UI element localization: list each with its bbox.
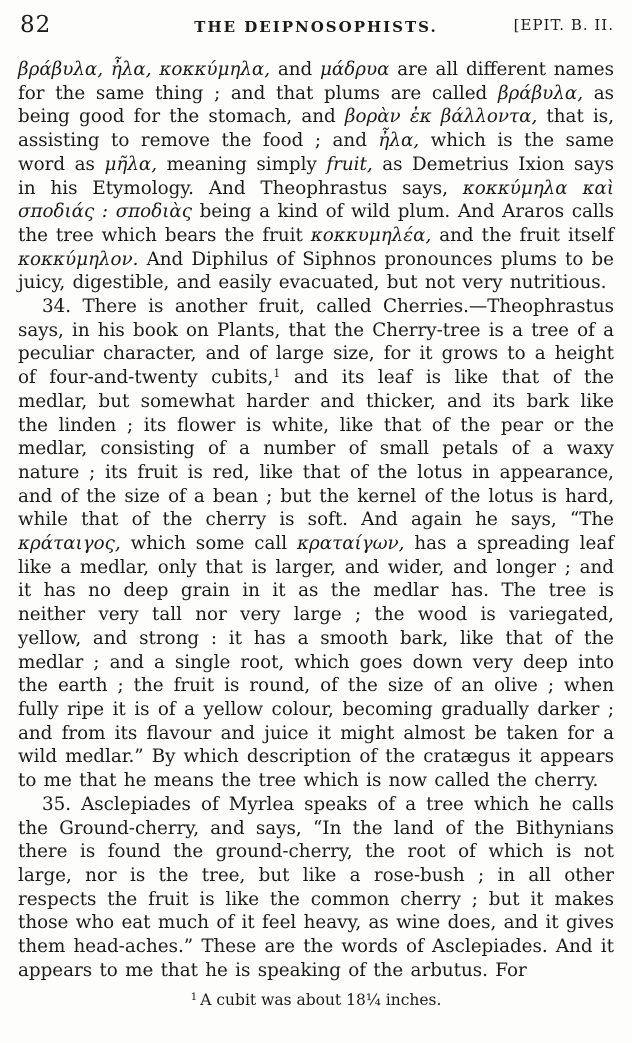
paragraph [18,793,614,983]
paragraph [18,295,614,793]
body-text: which some call [120,533,298,555]
body-text: 34. There is another fruit, called Cherries.—Theophrastus says, in his book on Plants, that the Cherry-tree is a tree of a peculiar character, and of large size, for it grows to a height of four-and-twenty cubits, [18,296,614,389]
body-text: are all different names for the same thing ; and that plums are called [18,59,614,104]
emphasized-text: κράταιγος, [18,533,121,555]
header-section-label: [EPIT. B. II. [513,16,614,34]
emphasized-text: κοκκύμηλα καὶ σποδιάς : σποδιὰς [18,177,614,223]
body-text: and its leaf is like that of the medlar, but somewhat harder and thicker, and its bark like the linden ; its flower is white, like that of the pear or the medlar, consisting of a number of small petals of a waxy nature ; its fruit is red, like that of the lotus in appearance, and of the size of a bean ; but the kernel of the lotus is hard, while that of the cherry is soft. And again he says, “The [18,367,614,531]
footnote-text: A cubit was about 18¼ inches. [200,991,442,1010]
body-text: as being good for the stomach, and [18,82,614,128]
emphasized-text: κοκκυμηλέα, [310,224,432,246]
running-title: THE DEIPNOSOPHISTS. [194,18,438,36]
body-text: which is the same word as [18,130,614,175]
body-text: has a spreading leaf like a medlar, only that is larger, and wider, and longer ; and it has no deep grain in it as the medlar has. The tree is neither very tall nor very large ; the wood is variegated, yellow, and strong : it has a smooth bark, like that of the medlar ; and a single root, which goes down very deep into the earth ; the fruit is round, of the size of an olive ; when fully ripe it is of a yellow colour, becoming gradually darker ; and from its flavour and juice it might almost be taken for a wild medlar.” By which description of the cratægus it appears to me that he means the tree which is now called the cherry. [18,533,614,792]
body-text: as Demetrius Ixion says in his Etymology. And Theophrastus says, [18,153,615,199]
emphasized-text: μῆλα, [104,153,158,175]
emphasized-text: βράβυλα, ἦλα, κοκκύμηλα, [18,59,271,80]
body-text: and the fruit itself [431,224,615,246]
footnote [18,987,614,1010]
emphasized-text: fruit, [326,153,373,175]
page-number: 82 [20,12,52,38]
emphasized-text: κραταίγων, [297,533,405,555]
emphasized-text: ἦλα, [378,130,420,152]
emphasized-text: κοκκύμηλον. [18,248,139,270]
page-body [18,58,614,982]
emphasized-text: βορὰν ἐκ βάλλοντα, [344,106,538,128]
emphasized-text: μάδρυα [320,59,390,80]
footnote-reference: 1 [273,367,281,381]
body-text: meaning simply [157,153,327,175]
paragraph [18,58,614,295]
page-header [18,12,614,44]
body-text: being a kind of wild plum. And Araros calls the tree which bears the fruit [18,201,614,246]
body-text: And Diphilus of Siphnos pronounces plums to be juicy, digestible, and easily evacuated, but not very nutritious. [18,248,614,294]
body-text: 35. Asclepiades of Myrlea speaks of a tree which he calls the Ground-cherry, and says, “In the land of the Bithynians there is found the ground-cherry, the root of which is not large, nor is the tree, but like a rose-bush ; in all other respects the fruit is like the common cherry ; but it makes those who eat much of it feel heavy, as wine does, and it gives them head-aches.” These are the words of Asclepiades. And it appears to me that he is speaking of the arbutus. For [18,793,614,981]
body-text: and [270,59,321,80]
footnote-marker: 1 [190,991,198,1004]
emphasized-text: βράβυλα, [497,82,584,104]
body-text: that is, assisting to remove the food ; and [18,106,614,152]
